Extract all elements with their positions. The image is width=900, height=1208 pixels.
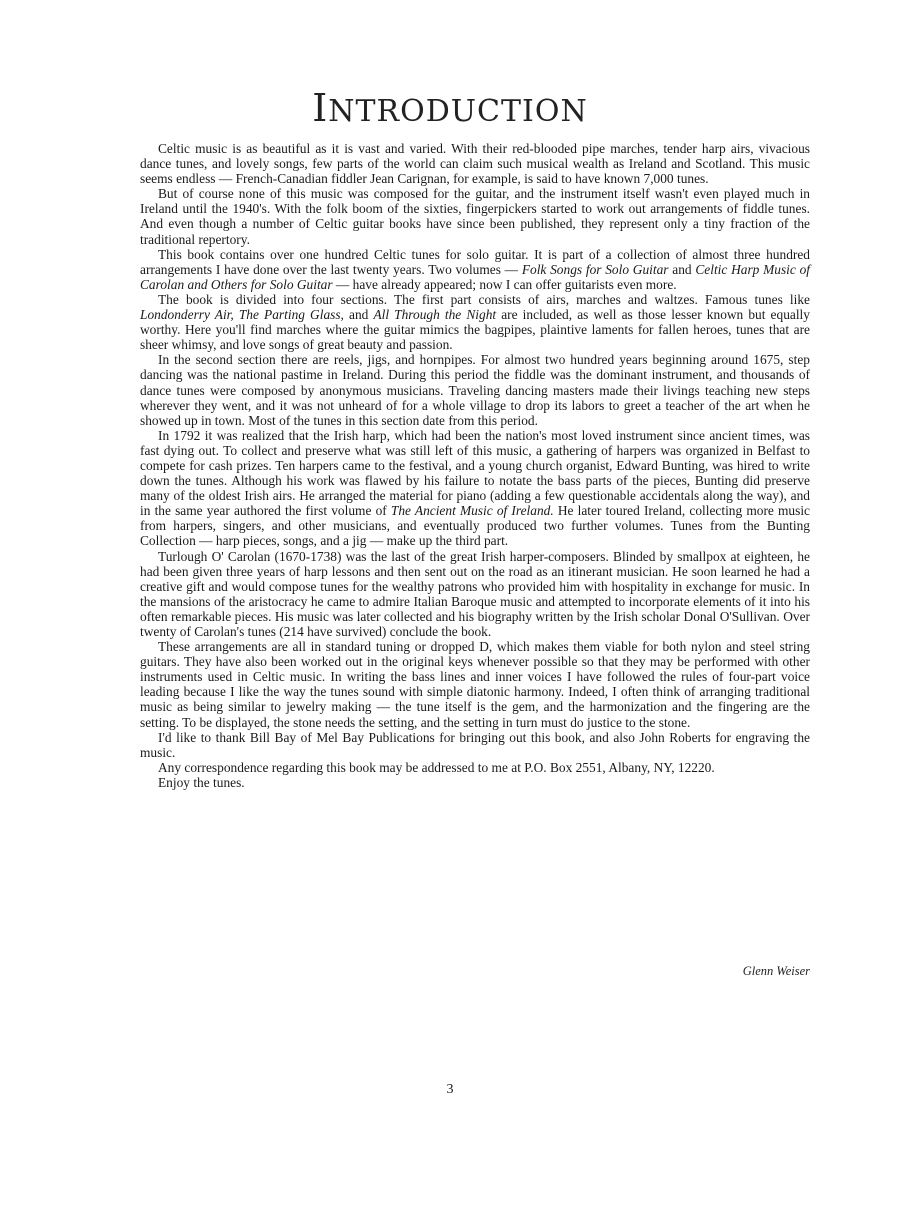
paragraph: The book is divided into four sections. The first part consists of airs, marches and waltzes. Famous tunes like Londonderry Air, The Parting Glass, and All Through the Night are included, as well as those lesser known but equally worthy. Here you'll find marches where the guitar mimics the bagpipes, plaintive laments for fallen heroes, tunes that are sheer whimsy, and love songs of great beauty and passion. bbox=[140, 291, 810, 353]
page-title-initial: I bbox=[312, 86, 329, 130]
page-title bbox=[0, 86, 900, 130]
paragraph: Any correspondence regarding this book may be addressed to me at P.O. Box 2551, Albany, NY, 12220. bbox=[158, 759, 715, 775]
book-title: Folk Songs for Solo Guitar bbox=[521, 261, 669, 277]
page-number: 3 bbox=[446, 1082, 454, 1097]
page-title-rest: NTRODUCTION bbox=[328, 94, 588, 129]
paragraph: But of course none of this music was composed for the guitar, and the instrument itself wasn't even played much in Ireland until the 1940's. With the folk boom of the sixties, fingerpickers started to work out arrangements of fiddle tunes. And even though a number of Celtic guitar books have since been published, they represent only a tiny fraction of the traditional repertory. bbox=[140, 186, 810, 247]
book-title: Celtic Harp Music of Carolan and Others for Solo Guitar bbox=[140, 261, 811, 292]
paragraph: Enjoy the tunes. bbox=[158, 774, 245, 790]
paragraph: Turlough O' Carolan (1670-1738) was the last of the great Irish harper-composers. Blinded by smallpox at eighteen, he had been given three years of harp lessons and then sent out on the road as an itinerant musician. He soon learned he had a creative gift and would compose tunes for the wealthy patrons who provided him with hospitality in exchange for music. In the mansions of the aristocracy he came to admire Italian Baroque music and attempted to incorporate elements of it into his often remarkable pieces. His music was later collected and his biography written by the Irish scholar Donal O'Sullivan. Over twenty of Carolan's tunes (214 have survived) conclude the book. bbox=[140, 548, 810, 639]
tune-title: All Through the Night bbox=[373, 307, 497, 323]
author-signature: Glenn Weiser bbox=[742, 964, 810, 978]
paragraph: This book contains over one hundred Celtic tunes for solo guitar. It is part of a collection of almost three hundred arrangements I have done over the last twenty years. Two volumes — Folk Songs for Solo Guitar and Celtic Harp Music of Carolan and Others for Solo Guitar — have already appeared; now I can offer guitarists even more. bbox=[140, 246, 811, 292]
paragraph: These arrangements are all in standard tuning or dropped D, which makes them viable for both nylon and steel string guitars. They have also been worked out in the original keys whenever possible so that they may be performed with other instruments used in Celtic music. In writing the bass lines and inner voices I have followed the rules of four-part voice leading because I like the way the tunes sound with simple diatonic harmony. Indeed, I often think of arranging traditional music as being similar to jewelry making — the tune itself is the gem, and the harmonization and the fingering are the setting. To be displayed, the stone needs the setting, and the setting in turn must do justice to the stone. bbox=[140, 639, 810, 730]
paragraph: In 1792 it was realized that the Irish harp, which had been the nation's most loved instrument since ancient times, was fast dying out. To collect and preserve what was still left of this music, a gathering of harpers was organized in Belfast to compete for cash prizes. Ten harpers came to the festival, and a young church organist, Edward Bunting, was hired to write down the tunes. Although his work was flawed by his failure to notate the bass parts of the pieces, Bunting did preserve many of the oldest Irish airs. He arranged the material for piano (adding a few questionable accidentals along the way), and in the same year authored the first volume of The Ancient Music of Ireland. He later toured Ireland, collecting more music from harpers, singers, and other musicians, and eventually produced two further volumes. Tunes from the Bunting Collection — harp pieces, songs, and a jig — make up the third part. bbox=[140, 427, 811, 549]
body-text bbox=[140, 141, 810, 790]
paragraph: Celtic music is as beautiful as it is vast and varied. With their red-blooded pipe marches, tender harp airs, vivacious dance tunes, and lovely songs, few parts of the world can claim such musical wealth as Ireland and Scotland. This music seems endless — French-Canadian fiddler Jean Carignan, for example, is said to have known 7,000 tunes. bbox=[140, 141, 810, 187]
paragraph: I'd like to thank Bill Bay of Mel Bay Publications for bringing out this book, and also John Roberts for engraving the music. bbox=[140, 729, 810, 760]
book-title: The Ancient Music of Ireland. bbox=[390, 503, 554, 519]
paragraph: In the second section there are reels, jigs, and hornpipes. For almost two hundred years beginning around 1675, step dancing was the national pastime in Ireland. During this period the fiddle was the dominant instrument, and thousands of dance tunes were composed by anonymous musicians. Traveling dancing masters made their livings teaching new steps wherever they went, and it was not unheard of for a whole village to drop its labors to greet a teacher of the art when he showed up in town. Most of the tunes in this section date from this period. bbox=[140, 352, 810, 428]
tune-title: Londonderry Air, The Parting Glass, bbox=[140, 307, 344, 323]
